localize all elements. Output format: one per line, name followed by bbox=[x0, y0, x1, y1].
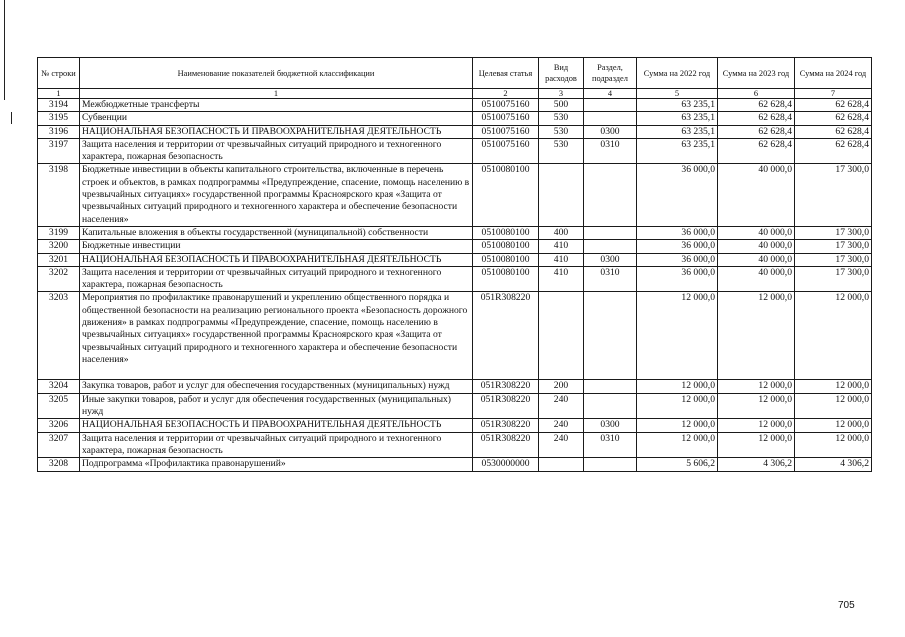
row-sum-2023: 40 000,0 bbox=[718, 164, 795, 226]
row-section bbox=[584, 164, 637, 226]
row-sum-2023: 12 000,0 bbox=[718, 292, 795, 380]
row-section bbox=[584, 393, 637, 419]
row-sum-2022: 63 235,1 bbox=[637, 138, 718, 164]
row-sum-2023: 62 628,4 bbox=[718, 138, 795, 164]
row-section bbox=[584, 380, 637, 393]
row-name: НАЦИОНАЛЬНАЯ БЕЗОПАСНОСТЬ И ПРАВООХРАНИТЕЛЬНАЯ ДЕЯТЕЛЬНОСТЬ bbox=[80, 125, 473, 138]
row-sum-2024: 4 306,2 bbox=[795, 458, 872, 471]
table-row bbox=[38, 266, 872, 292]
row-name: Бюджетные инвестиции bbox=[80, 240, 473, 253]
row-number: 3203 bbox=[38, 292, 80, 380]
page-number: 705 bbox=[838, 600, 855, 611]
row-name: Капитальные вложения в объекты государственной (муниципальной) собственности bbox=[80, 226, 473, 239]
row-number: 3202 bbox=[38, 266, 80, 292]
table-row bbox=[38, 112, 872, 125]
row-name: Защита населения и территории от чрезвычайных ситуаций природного и техногенного характера, пожарная безопасность bbox=[80, 266, 473, 292]
row-type: 240 bbox=[539, 432, 584, 458]
row-sum-2024: 12 000,0 bbox=[795, 292, 872, 380]
row-section: 0310 bbox=[584, 432, 637, 458]
row-section: 0300 bbox=[584, 253, 637, 266]
header-row bbox=[38, 58, 872, 89]
row-sum-2022: 12 000,0 bbox=[637, 380, 718, 393]
header-number: № строки bbox=[38, 58, 80, 89]
header-sum-2022: Сумма на 2022 год bbox=[637, 58, 718, 89]
row-section: 0310 bbox=[584, 266, 637, 292]
row-number: 3198 bbox=[38, 164, 80, 226]
row-type: 400 bbox=[539, 226, 584, 239]
table-row bbox=[38, 125, 872, 138]
row-number: 3200 bbox=[38, 240, 80, 253]
row-target: 051R308220 bbox=[473, 419, 539, 432]
column-index: 7 bbox=[795, 89, 872, 99]
row-number: 3208 bbox=[38, 458, 80, 471]
row-sum-2022: 12 000,0 bbox=[637, 419, 718, 432]
row-name: Мероприятия по профилактике правонарушений и укреплению общественного порядка и общественной безопасности на реализацию регионального проекта «Безопасность дорожного движения» в рамках подпрограммы «Предупреждение, спасение, помощь населению в чрезвычайных ситуациях» государственной программы Красноярского края «Защита от чрезвычайных ситуаций природного и техногенного характера и обеспечение безопасности населения» bbox=[80, 292, 473, 380]
row-sum-2022: 36 000,0 bbox=[637, 253, 718, 266]
table-row bbox=[38, 458, 872, 471]
table-row bbox=[38, 419, 872, 432]
row-target: 0510080100 bbox=[473, 240, 539, 253]
row-target: 0510080100 bbox=[473, 164, 539, 226]
table-row bbox=[38, 292, 872, 380]
row-sum-2022: 12 000,0 bbox=[637, 292, 718, 380]
row-number: 3204 bbox=[38, 380, 80, 393]
row-number: 3206 bbox=[38, 419, 80, 432]
header-sum-2024: Сумма на 2024 год bbox=[795, 58, 872, 89]
row-section: 0310 bbox=[584, 138, 637, 164]
row-name: Защита населения и территории от чрезвычайных ситуаций природного и техногенного характера, пожарная безопасность bbox=[80, 432, 473, 458]
row-number: 3195 bbox=[38, 112, 80, 125]
row-section bbox=[584, 99, 637, 112]
row-target: 0510080100 bbox=[473, 226, 539, 239]
row-sum-2023: 12 000,0 bbox=[718, 393, 795, 419]
row-section bbox=[584, 240, 637, 253]
table-row bbox=[38, 393, 872, 419]
row-section bbox=[584, 292, 637, 380]
row-sum-2024: 17 300,0 bbox=[795, 240, 872, 253]
column-index: 2 bbox=[473, 89, 539, 99]
margin-tick bbox=[11, 112, 12, 124]
row-target: 0510075160 bbox=[473, 99, 539, 112]
row-sum-2022: 63 235,1 bbox=[637, 99, 718, 112]
header-name: Наименование показателей бюджетной классификации bbox=[80, 58, 473, 89]
row-type bbox=[539, 458, 584, 471]
row-sum-2022: 36 000,0 bbox=[637, 226, 718, 239]
row-number: 3199 bbox=[38, 226, 80, 239]
row-number: 3196 bbox=[38, 125, 80, 138]
row-name: НАЦИОНАЛЬНАЯ БЕЗОПАСНОСТЬ И ПРАВООХРАНИТЕЛЬНАЯ ДЕЯТЕЛЬНОСТЬ bbox=[80, 253, 473, 266]
row-sum-2024: 17 300,0 bbox=[795, 226, 872, 239]
row-name: Иные закупки товаров, работ и услуг для обеспечения государственных (муниципальных) нужд bbox=[80, 393, 473, 419]
row-target: 0510080100 bbox=[473, 266, 539, 292]
column-index: 5 bbox=[637, 89, 718, 99]
row-sum-2022: 36 000,0 bbox=[637, 164, 718, 226]
table-row bbox=[38, 164, 872, 226]
row-target: 0510075160 bbox=[473, 112, 539, 125]
row-sum-2023: 40 000,0 bbox=[718, 253, 795, 266]
table-row bbox=[38, 99, 872, 112]
table-row bbox=[38, 432, 872, 458]
margin-rule bbox=[4, 0, 5, 100]
column-index: 3 bbox=[539, 89, 584, 99]
row-sum-2023: 62 628,4 bbox=[718, 125, 795, 138]
row-sum-2022: 63 235,1 bbox=[637, 125, 718, 138]
table-row bbox=[38, 226, 872, 239]
row-sum-2023: 62 628,4 bbox=[718, 112, 795, 125]
row-sum-2023: 12 000,0 bbox=[718, 432, 795, 458]
column-index: 4 bbox=[584, 89, 637, 99]
row-type bbox=[539, 164, 584, 226]
row-number: 3197 bbox=[38, 138, 80, 164]
row-sum-2023: 4 306,2 bbox=[718, 458, 795, 471]
row-sum-2023: 40 000,0 bbox=[718, 226, 795, 239]
row-sum-2022: 36 000,0 bbox=[637, 266, 718, 292]
row-name: Субвенции bbox=[80, 112, 473, 125]
row-name: Закупка товаров, работ и услуг для обеспечения государственных (муниципальных) нужд bbox=[80, 380, 473, 393]
column-index: 1 bbox=[80, 89, 473, 99]
column-index-row bbox=[38, 89, 872, 99]
row-name: Бюджетные инвестиции в объекты капитального строительства, включенные в перечень строек и объектов, в рамках подпрограммы «Предупреждение, спасение, помощь населению в чрезвычайных ситуациях» государственной программы Красноярского края «Защита от чрезвычайных ситуаций природного и техногенного характера и обеспечение безопасности населения» bbox=[80, 164, 473, 226]
row-type: 410 bbox=[539, 240, 584, 253]
row-target: 0530000000 bbox=[473, 458, 539, 471]
table-row bbox=[38, 240, 872, 253]
header-section: Раздел, подраздел bbox=[584, 58, 637, 89]
header-type: Вид расходов bbox=[539, 58, 584, 89]
row-sum-2024: 62 628,4 bbox=[795, 125, 872, 138]
row-type: 530 bbox=[539, 125, 584, 138]
row-type: 200 bbox=[539, 380, 584, 393]
row-target: 0510075160 bbox=[473, 125, 539, 138]
row-type: 410 bbox=[539, 266, 584, 292]
table-row bbox=[38, 138, 872, 164]
row-number: 3201 bbox=[38, 253, 80, 266]
row-sum-2022: 5 606,2 bbox=[637, 458, 718, 471]
row-sum-2024: 12 000,0 bbox=[795, 393, 872, 419]
row-sum-2023: 62 628,4 bbox=[718, 99, 795, 112]
row-sum-2022: 12 000,0 bbox=[637, 432, 718, 458]
row-name: НАЦИОНАЛЬНАЯ БЕЗОПАСНОСТЬ И ПРАВООХРАНИТЕЛЬНАЯ ДЕЯТЕЛЬНОСТЬ bbox=[80, 419, 473, 432]
row-sum-2023: 40 000,0 bbox=[718, 266, 795, 292]
row-section: 0300 bbox=[584, 125, 637, 138]
row-sum-2024: 62 628,4 bbox=[795, 138, 872, 164]
row-sum-2024: 17 300,0 bbox=[795, 266, 872, 292]
table-row bbox=[38, 380, 872, 393]
row-target: 051R308220 bbox=[473, 432, 539, 458]
row-section bbox=[584, 458, 637, 471]
row-type bbox=[539, 292, 584, 380]
row-sum-2024: 17 300,0 bbox=[795, 164, 872, 226]
row-sum-2022: 36 000,0 bbox=[637, 240, 718, 253]
row-type: 240 bbox=[539, 393, 584, 419]
row-sum-2022: 63 235,1 bbox=[637, 112, 718, 125]
row-sum-2024: 62 628,4 bbox=[795, 99, 872, 112]
row-name: Подпрограмма «Профилактика правонарушений» bbox=[80, 458, 473, 471]
row-type: 410 bbox=[539, 253, 584, 266]
row-section bbox=[584, 112, 637, 125]
table-row bbox=[38, 253, 872, 266]
row-target: 0510075160 bbox=[473, 138, 539, 164]
row-target: 0510080100 bbox=[473, 253, 539, 266]
row-type: 530 bbox=[539, 112, 584, 125]
row-section bbox=[584, 226, 637, 239]
row-target: 051R308220 bbox=[473, 393, 539, 419]
header-target: Целевая статья bbox=[473, 58, 539, 89]
column-index: 1 bbox=[38, 89, 80, 99]
row-type: 500 bbox=[539, 99, 584, 112]
budget-table bbox=[37, 57, 872, 472]
row-sum-2024: 12 000,0 bbox=[795, 432, 872, 458]
row-section: 0300 bbox=[584, 419, 637, 432]
row-sum-2022: 12 000,0 bbox=[637, 393, 718, 419]
header-sum-2023: Сумма на 2023 год bbox=[718, 58, 795, 89]
row-sum-2024: 12 000,0 bbox=[795, 419, 872, 432]
row-number: 3194 bbox=[38, 99, 80, 112]
row-sum-2023: 12 000,0 bbox=[718, 380, 795, 393]
row-target: 051R308220 bbox=[473, 292, 539, 380]
row-type: 240 bbox=[539, 419, 584, 432]
row-sum-2023: 40 000,0 bbox=[718, 240, 795, 253]
row-type: 530 bbox=[539, 138, 584, 164]
row-sum-2024: 12 000,0 bbox=[795, 380, 872, 393]
row-name: Межбюджетные трансферты bbox=[80, 99, 473, 112]
row-target: 051R308220 bbox=[473, 380, 539, 393]
row-number: 3207 bbox=[38, 432, 80, 458]
row-name: Защита населения и территории от чрезвычайных ситуаций природного и техногенного характера, пожарная безопасность bbox=[80, 138, 473, 164]
row-sum-2024: 62 628,4 bbox=[795, 112, 872, 125]
row-sum-2024: 17 300,0 bbox=[795, 253, 872, 266]
column-index: 6 bbox=[718, 89, 795, 99]
row-sum-2023: 12 000,0 bbox=[718, 419, 795, 432]
row-number: 3205 bbox=[38, 393, 80, 419]
